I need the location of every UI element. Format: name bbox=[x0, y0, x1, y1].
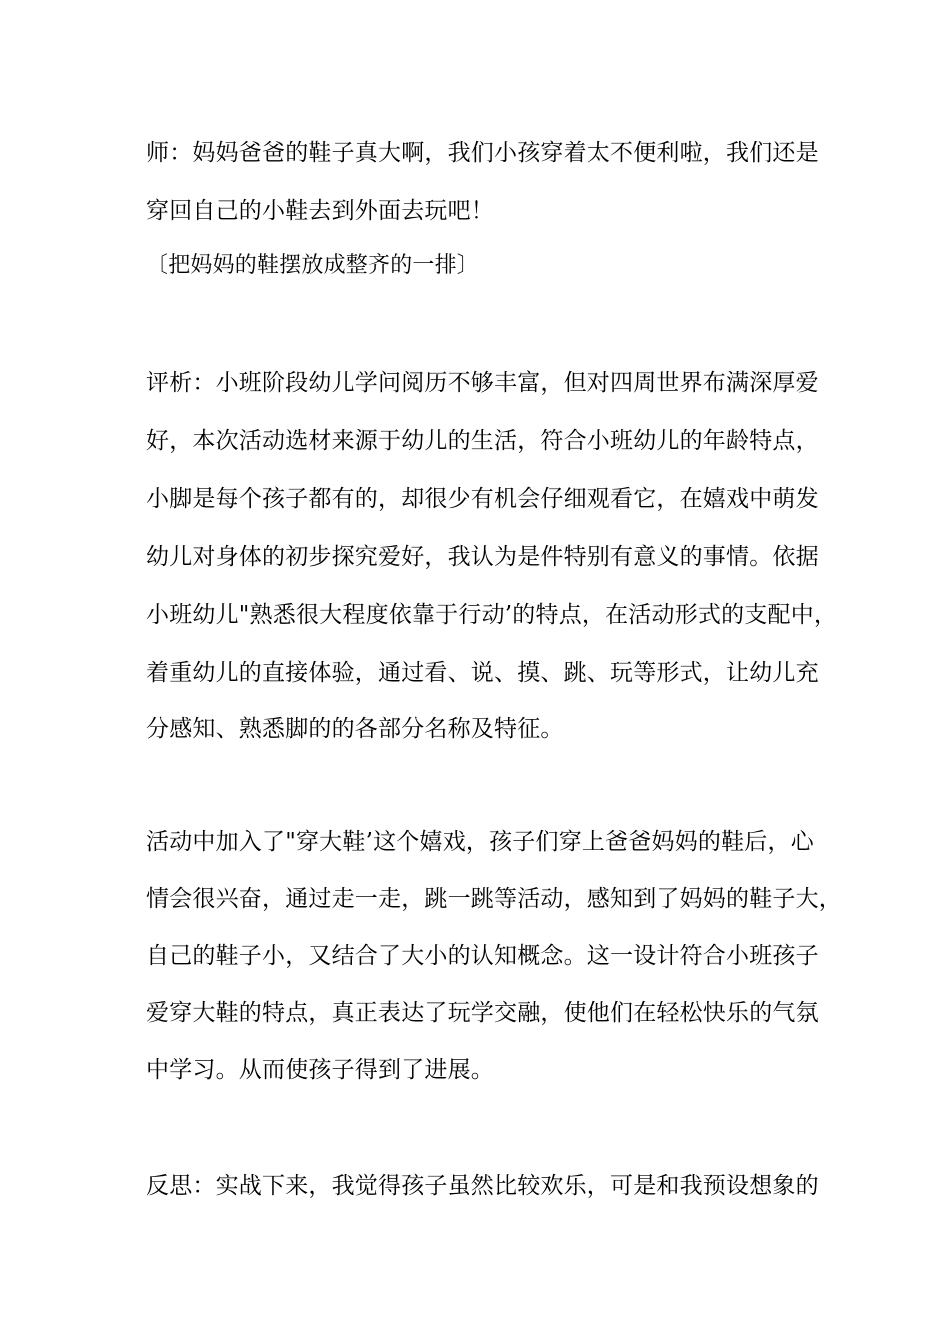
teacher-dialogue-line-1: 师：妈妈爸爸的鞋子真大啊，我们小孩穿着太不便利啦，我们还是 bbox=[146, 140, 819, 166]
analysis-1-line-3: 小脚是每个孩子都有的，却很少有机会仔细观看它，在嬉戏中萌发 bbox=[146, 486, 819, 512]
analysis-1-line-1: 评析：小班阶段幼儿学问阅历不够丰富，但对四周世界布满深厚爱 bbox=[146, 370, 819, 396]
analysis-1-line-4: 幼儿对身体的初步探究爱好，我认为是件特别有意义的事情。依据 bbox=[146, 544, 819, 570]
reflection-line-1: 反思：实战下来，我觉得孩子虽然比较欢乐，可是和我预设想象的 bbox=[146, 1173, 819, 1199]
analysis-1-line-7: 分感知、熟悉脚的的各部分名称及特征。 bbox=[146, 716, 564, 742]
stage-direction-line: 〔把妈妈的鞋摆放成整齐的一排〕 bbox=[146, 253, 480, 278]
analysis-2-line-4: 爱穿大鞋的特点，真正表达了玩学交融，使他们在轻松快乐的气氛 bbox=[146, 1000, 819, 1026]
analysis-1-line-6: 着重幼儿的直接体验，通过看、说、摸、跳、玩等形式，让幼儿充 bbox=[146, 660, 819, 686]
analysis-1-line-2: 好，本次活动选材来源于幼儿的生活，符合小班幼儿的年龄特点， bbox=[146, 428, 819, 454]
analysis-2-line-5: 中学习。从而使孩子得到了进展。 bbox=[146, 1057, 494, 1083]
analysis-2-line-1: 活动中加入了"穿大鞋’这个嬉戏，孩子们穿上爸爸妈妈的鞋后，心 bbox=[146, 829, 814, 855]
analysis-2-line-2: 情会很兴奋，通过走一走，跳一跳等活动，感知到了妈妈的鞋子大， bbox=[146, 886, 842, 912]
analysis-2-line-3: 自己的鞋子小，又结合了大小的认知概念。这一设计符合小班孩子 bbox=[146, 943, 819, 969]
teacher-dialogue-line-2: 穿回自己的小鞋去到外面去玩吧！ bbox=[146, 198, 494, 224]
analysis-1-line-5: 小班幼儿"熟悉很大程度依靠于行动’的特点，在活动形式的支配中， bbox=[146, 602, 838, 628]
